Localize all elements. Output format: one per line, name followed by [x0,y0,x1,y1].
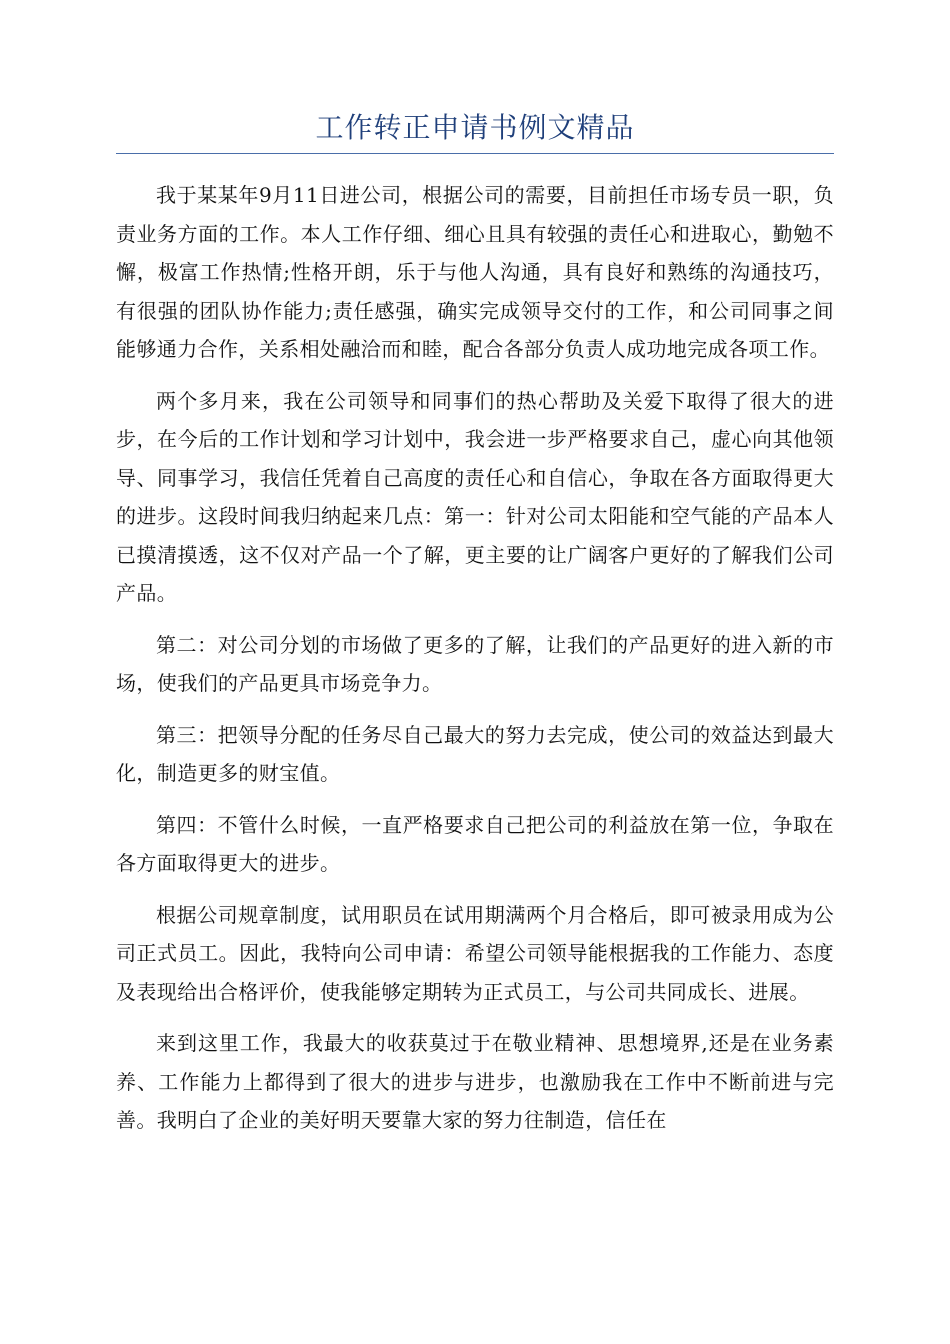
title-underline [116,153,834,154]
paragraph-1: 我于某某年9月11日进公司，根据公司的需要，目前担任市场专员一职，负责业务方面的工作。本人工作仔细、细心且具有较强的责任心和进取心，勤勉不懈，极富工作热情;性格开朗，乐于与他人沟通，具有良好和熟练的沟通技巧，有很强的团队协作能力;责任感强，确实完成领导交付的工作，和公司同事之间能够通力合作，关系相处融洽而和睦，配合各部分负责人成功地完成各项工作。 [116,183,834,361]
paragraph-3: 第二：对公司分划的市场做了更多的了解，让我们的产品更好的进入新的市场，使我们的产品更具市场竞争力。 [116,632,834,695]
paragraph-6: 根据公司规章制度，试用职员在试用期满两个月合格后，即可被录用成为公司正式员工。因此，我特向公司申请：希望公司领导能根据我的工作能力、态度及表现给出合格评价，使我能够定期转为正式员工，与公司共同成长、进展。 [116,902,834,1004]
paragraph-5: 第四：不管什么时候，一直严格要求自己把公司的利益放在第一位，争取在各方面取得更大的进步。 [116,812,834,875]
paragraph-7: 来到这里工作，我最大的收获莫过于在敬业精神、思想境界,还是在业务素养、工作能力上都得到了很大的进步与进步，也激励我在工作中不断前进与完善。我明白了企业的美好明天要靠大家的努力往制造，信任在 [116,1031,834,1132]
paragraph-2: 两个多月来，我在公司领导和同事们的热心帮助及关爱下取得了很大的进步，在今后的工作计划和学习计划中，我会进一步严格要求自己，虚心向其他领导、同事学习，我信任凭着自己高度的责任心和自信心，争取在各方面取得更大的进步。这段时间我归纳起来几点：第一：针对公司太阳能和空气能的产品本人已摸清摸透，这不仅对产品一个了解，更主要的让广阔客户更好的了解我们公司产品。 [116,388,834,605]
document-body [116,176,834,1153]
paragraph-4: 第三：把领导分配的任务尽自己最大的努力去完成，使公司的效益达到最大化，制造更多的财宝值。 [116,722,834,785]
document-title: 工作转正申请书例文精品 [315,111,635,144]
